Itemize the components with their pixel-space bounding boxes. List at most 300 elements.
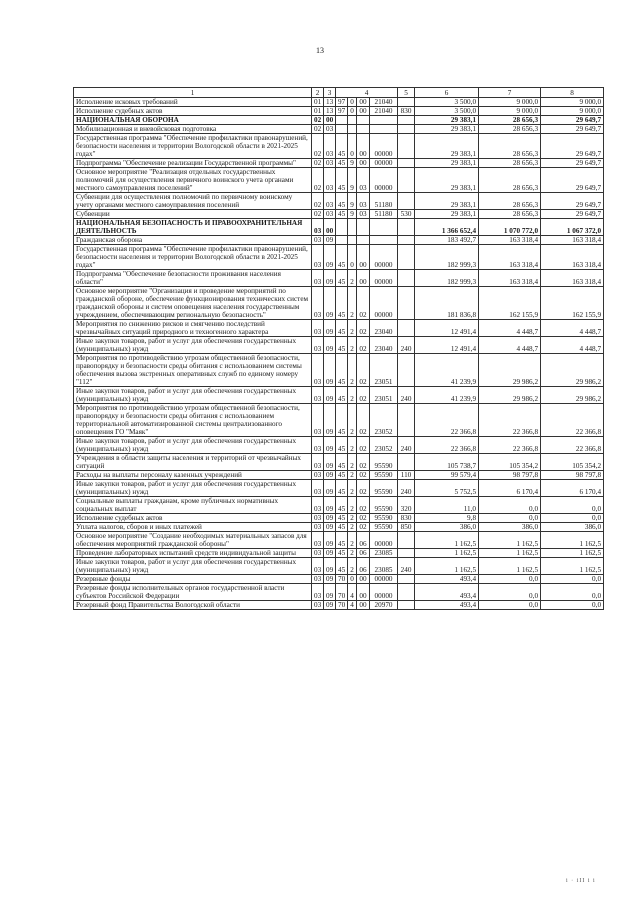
row-name-cell: Мобилизационная и вневойсковая подготовка bbox=[74, 125, 312, 134]
subsection-code-cell: 13 bbox=[324, 98, 336, 107]
expense-type-cell bbox=[398, 320, 415, 337]
activity-code-cell: 02 bbox=[357, 523, 370, 532]
table-row bbox=[74, 337, 604, 354]
subprogram-code-cell: 2 bbox=[348, 480, 357, 497]
section-code-cell: 02 bbox=[312, 210, 324, 219]
amount-year1-cell: 12 491,4 bbox=[415, 337, 479, 354]
activity-code-cell: 00 bbox=[357, 107, 370, 116]
amount-year1-cell: 386,0 bbox=[415, 523, 479, 532]
amount-year1-cell: 9,8 bbox=[415, 514, 479, 523]
table-row bbox=[74, 354, 604, 387]
activity-code-cell: 00 bbox=[357, 270, 370, 287]
amount-year1-cell: 493,4 bbox=[415, 584, 479, 601]
section-code-cell: 03 bbox=[312, 480, 324, 497]
amount-year3-cell: 6 170,4 bbox=[541, 480, 604, 497]
amount-year2-cell: 163 318,4 bbox=[479, 270, 541, 287]
section-code-cell: 03 bbox=[312, 337, 324, 354]
subprogram-code-cell bbox=[348, 116, 357, 125]
program-code-cell: 45 bbox=[336, 471, 348, 480]
subprogram-code-cell: 2 bbox=[348, 471, 357, 480]
expense-type-cell bbox=[398, 454, 415, 471]
subsection-code-cell: 03 bbox=[324, 125, 336, 134]
row-name-cell: НАЦИОНАЛЬНАЯ ОБОРОНА bbox=[74, 116, 312, 125]
subprogram-code-cell: 2 bbox=[348, 354, 357, 387]
program-code-cell: 97 bbox=[336, 98, 348, 107]
amount-year2-cell: 28 656,3 bbox=[479, 159, 541, 168]
table-row bbox=[74, 471, 604, 480]
row-name-cell: Исполнение судебных актов bbox=[74, 107, 312, 116]
program-code-cell: 45 bbox=[336, 387, 348, 404]
direction-code-cell: 00000 bbox=[370, 584, 398, 601]
program-code-cell: 45 bbox=[336, 454, 348, 471]
subsection-code-cell: 09 bbox=[324, 601, 336, 610]
expense-type-cell: 240 bbox=[398, 558, 415, 575]
table-row bbox=[74, 193, 604, 210]
program-code-cell: 70 bbox=[336, 584, 348, 601]
activity-code-cell bbox=[357, 125, 370, 134]
expense-type-cell: 830 bbox=[398, 514, 415, 523]
amount-year3-cell: 9 000,0 bbox=[541, 107, 604, 116]
amount-year2-cell: 0,0 bbox=[479, 601, 541, 610]
amount-year3-cell: 0,0 bbox=[541, 497, 604, 514]
subsection-code-cell: 09 bbox=[324, 471, 336, 480]
program-code-cell: 45 bbox=[336, 159, 348, 168]
table-row bbox=[74, 480, 604, 497]
amount-year2-cell: 105 354,2 bbox=[479, 454, 541, 471]
program-code-cell: 45 bbox=[336, 480, 348, 497]
row-name-cell: Мероприятия по противодействию угрозам общественной безопасности, правопорядку и безопасности среды обитания с использованием системы обеспечения вызова экстренных оперативных служб по единому номеру "112" bbox=[74, 354, 312, 387]
subprogram-code-cell: 2 bbox=[348, 532, 357, 549]
row-name-cell: Иные закупки товаров, работ и услуг для обеспечения государственных (муниципальных) нужд bbox=[74, 387, 312, 404]
subsection-code-cell: 09 bbox=[324, 287, 336, 320]
subsection-code-cell: 09 bbox=[324, 575, 336, 584]
amount-year1-cell: 22 366,8 bbox=[415, 404, 479, 437]
program-code-cell: 45 bbox=[336, 245, 348, 270]
amount-year3-cell: 29 649,7 bbox=[541, 168, 604, 193]
subsection-code-cell: 03 bbox=[324, 210, 336, 219]
table-row bbox=[74, 387, 604, 404]
table-row bbox=[74, 159, 604, 168]
column-header: 4 bbox=[336, 88, 398, 98]
section-code-cell: 03 bbox=[312, 245, 324, 270]
activity-code-cell bbox=[357, 219, 370, 236]
row-name-cell: Иные закупки товаров, работ и услуг для обеспечения государственных (муниципальных) нужд bbox=[74, 337, 312, 354]
row-name-cell: Иные закупки товаров, работ и услуг для обеспечения государственных (муниципальных) нужд bbox=[74, 558, 312, 575]
subsection-code-cell: 09 bbox=[324, 404, 336, 437]
subprogram-code-cell: 9 bbox=[348, 159, 357, 168]
row-name-cell: Основное мероприятие "Создание необходимых материальных запасов для обеспечения мероприятий гражданской обороны" bbox=[74, 532, 312, 549]
amount-year1-cell: 41 239,9 bbox=[415, 354, 479, 387]
direction-code-cell: 23040 bbox=[370, 337, 398, 354]
row-name-cell: Мероприятия по противодействию угрозам общественной безопасности, правопорядку и безопасности среды обитания с использованием территориальной автоматизированной системы централизованного оповещения ГО "Маяк" bbox=[74, 404, 312, 437]
section-code-cell: 03 bbox=[312, 236, 324, 245]
amount-year2-cell: 22 366,8 bbox=[479, 404, 541, 437]
subprogram-code-cell: 0 bbox=[348, 245, 357, 270]
section-code-cell: 03 bbox=[312, 532, 324, 549]
subsection-code-cell: 09 bbox=[324, 558, 336, 575]
amount-year2-cell: 386,0 bbox=[479, 523, 541, 532]
activity-code-cell: 00 bbox=[357, 134, 370, 159]
column-number-row bbox=[74, 88, 604, 98]
column-header: 3 bbox=[324, 88, 336, 98]
subsection-code-cell: 09 bbox=[324, 337, 336, 354]
section-code-cell: 03 bbox=[312, 387, 324, 404]
table-row bbox=[74, 107, 604, 116]
page-number: 13 bbox=[316, 46, 324, 55]
amount-year3-cell: 29 649,7 bbox=[541, 210, 604, 219]
expense-type-cell bbox=[398, 116, 415, 125]
direction-code-cell: 00000 bbox=[370, 575, 398, 584]
section-code-cell: 03 bbox=[312, 584, 324, 601]
subprogram-code-cell: 2 bbox=[348, 270, 357, 287]
activity-code-cell: 02 bbox=[357, 497, 370, 514]
activity-code-cell: 00 bbox=[357, 98, 370, 107]
amount-year2-cell: 22 366,8 bbox=[479, 437, 541, 454]
direction-code-cell bbox=[370, 219, 398, 236]
row-name-cell: Государственная программа "Обеспечение профилактики правонарушений, безопасности населения и территории Вологодской области в 2021-2025 годах" bbox=[74, 245, 312, 270]
row-name-cell: Резервные фонды исполнительных органов государственной власти субъектов Российской Федерации bbox=[74, 584, 312, 601]
section-code-cell: 03 bbox=[312, 601, 324, 610]
section-code-cell: 02 bbox=[312, 125, 324, 134]
amount-year1-cell: 493,4 bbox=[415, 575, 479, 584]
activity-code-cell: 02 bbox=[357, 287, 370, 320]
table-row bbox=[74, 320, 604, 337]
expense-type-cell bbox=[398, 168, 415, 193]
expense-type-cell: 240 bbox=[398, 437, 415, 454]
activity-code-cell bbox=[357, 116, 370, 125]
amount-year3-cell: 163 318,4 bbox=[541, 245, 604, 270]
amount-year3-cell: 98 797,8 bbox=[541, 471, 604, 480]
direction-code-cell: 23051 bbox=[370, 387, 398, 404]
amount-year3-cell: 29 649,7 bbox=[541, 193, 604, 210]
column-header: 8 bbox=[541, 88, 604, 98]
section-code-cell: 02 bbox=[312, 168, 324, 193]
section-code-cell: 03 bbox=[312, 471, 324, 480]
subprogram-code-cell: 2 bbox=[348, 454, 357, 471]
expense-type-cell bbox=[398, 193, 415, 210]
row-name-cell: Проведение лабораторных испытаний средств индивидуальной защиты bbox=[74, 549, 312, 558]
table-row bbox=[74, 601, 604, 610]
program-code-cell: 45 bbox=[336, 134, 348, 159]
expense-type-cell bbox=[398, 549, 415, 558]
subprogram-code-cell: 2 bbox=[348, 437, 357, 454]
table-row bbox=[74, 134, 604, 159]
budget-table bbox=[73, 87, 604, 610]
amount-year2-cell: 163 318,4 bbox=[479, 236, 541, 245]
amount-year3-cell: 105 354,2 bbox=[541, 454, 604, 471]
activity-code-cell: 00 bbox=[357, 601, 370, 610]
amount-year2-cell: 4 448,7 bbox=[479, 320, 541, 337]
section-code-cell: 01 bbox=[312, 98, 324, 107]
amount-year1-cell: 99 579,4 bbox=[415, 471, 479, 480]
amount-year2-cell: 1 162,5 bbox=[479, 549, 541, 558]
direction-code-cell: 95590 bbox=[370, 454, 398, 471]
row-name-cell: Основное мероприятие "Реализация отдельных государственных полномочий для осуществления первичного воинского учета органами местного самоуправления поселений" bbox=[74, 168, 312, 193]
activity-code-cell: 02 bbox=[357, 404, 370, 437]
amount-year2-cell: 98 797,8 bbox=[479, 471, 541, 480]
amount-year1-cell: 11,0 bbox=[415, 497, 479, 514]
expense-type-cell bbox=[398, 601, 415, 610]
direction-code-cell: 00000 bbox=[370, 270, 398, 287]
amount-year2-cell: 9 000,0 bbox=[479, 98, 541, 107]
column-header: 2 bbox=[312, 88, 324, 98]
activity-code-cell: 03 bbox=[357, 193, 370, 210]
activity-code-cell: 00 bbox=[357, 575, 370, 584]
amount-year2-cell: 1 162,5 bbox=[479, 558, 541, 575]
program-code-cell bbox=[336, 116, 348, 125]
amount-year3-cell: 1 162,5 bbox=[541, 532, 604, 549]
subsection-code-cell: 00 bbox=[324, 116, 336, 125]
subprogram-code-cell: 0 bbox=[348, 134, 357, 159]
table-row bbox=[74, 98, 604, 107]
direction-code-cell: 95590 bbox=[370, 471, 398, 480]
row-name-cell: Учреждения в области защиты населения и территорий от чрезвычайных ситуаций bbox=[74, 454, 312, 471]
subprogram-code-cell: 9 bbox=[348, 168, 357, 193]
expense-type-cell: 110 bbox=[398, 471, 415, 480]
table-row bbox=[74, 219, 604, 236]
expense-type-cell bbox=[398, 125, 415, 134]
subprogram-code-cell: 2 bbox=[348, 337, 357, 354]
direction-code-cell: 00000 bbox=[370, 245, 398, 270]
amount-year1-cell: 5 752,5 bbox=[415, 480, 479, 497]
subsection-code-cell: 09 bbox=[324, 497, 336, 514]
amount-year2-cell: 28 656,3 bbox=[479, 125, 541, 134]
subsection-code-cell: 09 bbox=[324, 354, 336, 387]
program-code-cell: 45 bbox=[336, 168, 348, 193]
table-row bbox=[74, 575, 604, 584]
amount-year1-cell: 29 383,1 bbox=[415, 159, 479, 168]
subprogram-code-cell: 0 bbox=[348, 107, 357, 116]
program-code-cell bbox=[336, 236, 348, 245]
column-header: 5 bbox=[398, 88, 415, 98]
row-name-cell: Расходы на выплаты персоналу казенных учреждений bbox=[74, 471, 312, 480]
amount-year1-cell: 12 491,4 bbox=[415, 320, 479, 337]
direction-code-cell: 95590 bbox=[370, 497, 398, 514]
subprogram-code-cell: 2 bbox=[348, 549, 357, 558]
section-code-cell: 02 bbox=[312, 159, 324, 168]
table-row bbox=[74, 549, 604, 558]
direction-code-cell: 00000 bbox=[370, 532, 398, 549]
amount-year1-cell: 105 738,7 bbox=[415, 454, 479, 471]
subsection-code-cell: 09 bbox=[324, 584, 336, 601]
section-code-cell: 02 bbox=[312, 116, 324, 125]
amount-year3-cell: 4 448,7 bbox=[541, 320, 604, 337]
table-row bbox=[74, 514, 604, 523]
section-code-cell: 03 bbox=[312, 320, 324, 337]
amount-year2-cell: 1 070 772,0 bbox=[479, 219, 541, 236]
amount-year3-cell: 163 318,4 bbox=[541, 270, 604, 287]
table-row bbox=[74, 454, 604, 471]
row-name-cell: Субвенции bbox=[74, 210, 312, 219]
amount-year2-cell: 6 170,4 bbox=[479, 480, 541, 497]
program-code-cell: 97 bbox=[336, 107, 348, 116]
amount-year3-cell: 29 986,2 bbox=[541, 387, 604, 404]
subsection-code-cell: 09 bbox=[324, 245, 336, 270]
table-row bbox=[74, 532, 604, 549]
column-header: 6 bbox=[415, 88, 479, 98]
direction-code-cell: 00000 bbox=[370, 159, 398, 168]
subsection-code-cell: 09 bbox=[324, 480, 336, 497]
amount-year2-cell: 28 656,3 bbox=[479, 193, 541, 210]
amount-year1-cell: 182 999,3 bbox=[415, 270, 479, 287]
row-name-cell: Уплата налогов, сборов и иных платежей bbox=[74, 523, 312, 532]
table-row bbox=[74, 558, 604, 575]
section-code-cell: 03 bbox=[312, 549, 324, 558]
subsection-code-cell: 09 bbox=[324, 532, 336, 549]
activity-code-cell: 02 bbox=[357, 337, 370, 354]
amount-year2-cell: 1 162,5 bbox=[479, 532, 541, 549]
column-header: 1 bbox=[74, 88, 312, 98]
row-name-cell: Исполнение исковых требований bbox=[74, 98, 312, 107]
row-name-cell: Гражданская оборона bbox=[74, 236, 312, 245]
expense-type-cell: 240 bbox=[398, 480, 415, 497]
subprogram-code-cell: 2 bbox=[348, 287, 357, 320]
table-row bbox=[74, 287, 604, 320]
program-code-cell: 70 bbox=[336, 601, 348, 610]
amount-year3-cell: 162 155,9 bbox=[541, 287, 604, 320]
amount-year3-cell: 9 000,0 bbox=[541, 98, 604, 107]
activity-code-cell: 03 bbox=[357, 168, 370, 193]
subprogram-code-cell bbox=[348, 219, 357, 236]
section-code-cell: 02 bbox=[312, 134, 324, 159]
column-header: 7 bbox=[479, 88, 541, 98]
subprogram-code-cell: 2 bbox=[348, 320, 357, 337]
subprogram-code-cell: 2 bbox=[348, 558, 357, 575]
expense-type-cell bbox=[398, 404, 415, 437]
amount-year2-cell: 29 986,2 bbox=[479, 387, 541, 404]
amount-year2-cell: 29 986,2 bbox=[479, 354, 541, 387]
amount-year2-cell: 0,0 bbox=[479, 575, 541, 584]
activity-code-cell bbox=[357, 236, 370, 245]
direction-code-cell: 23051 bbox=[370, 354, 398, 387]
section-code-cell: 03 bbox=[312, 287, 324, 320]
subsection-code-cell: 00 bbox=[324, 219, 336, 236]
section-code-cell: 03 bbox=[312, 219, 324, 236]
subsection-code-cell: 09 bbox=[324, 437, 336, 454]
amount-year1-cell: 29 383,1 bbox=[415, 116, 479, 125]
program-code-cell: 45 bbox=[336, 210, 348, 219]
amount-year3-cell: 0,0 bbox=[541, 514, 604, 523]
program-code-cell: 45 bbox=[336, 337, 348, 354]
section-code-cell: 03 bbox=[312, 404, 324, 437]
amount-year2-cell: 28 656,3 bbox=[479, 116, 541, 125]
program-code-cell bbox=[336, 219, 348, 236]
amount-year3-cell: 22 366,8 bbox=[541, 437, 604, 454]
direction-code-cell bbox=[370, 116, 398, 125]
expense-type-cell bbox=[398, 159, 415, 168]
activity-code-cell: 02 bbox=[357, 387, 370, 404]
amount-year1-cell: 3 500,0 bbox=[415, 107, 479, 116]
table-row bbox=[74, 404, 604, 437]
amount-year3-cell: 29 649,7 bbox=[541, 159, 604, 168]
program-code-cell: 70 bbox=[336, 575, 348, 584]
program-code-cell: 45 bbox=[336, 193, 348, 210]
table-row bbox=[74, 210, 604, 219]
activity-code-cell: 06 bbox=[357, 532, 370, 549]
subprogram-code-cell: 0 bbox=[348, 575, 357, 584]
amount-year1-cell: 182 999,3 bbox=[415, 245, 479, 270]
program-code-cell: 45 bbox=[336, 404, 348, 437]
section-code-cell: 01 bbox=[312, 107, 324, 116]
table-row bbox=[74, 125, 604, 134]
subsection-code-cell: 03 bbox=[324, 193, 336, 210]
row-name-cell: Государственная программа "Обеспечение профилактики правонарушений, безопасности населения и территории Вологодской области в 2021-2025 годах" bbox=[74, 134, 312, 159]
direction-code-cell: 23085 bbox=[370, 558, 398, 575]
direction-code-cell: 95590 bbox=[370, 523, 398, 532]
amount-year1-cell: 183 492,7 bbox=[415, 236, 479, 245]
section-code-cell: 03 bbox=[312, 437, 324, 454]
subsection-code-cell: 09 bbox=[324, 523, 336, 532]
section-code-cell: 03 bbox=[312, 514, 324, 523]
amount-year1-cell: 1 162,5 bbox=[415, 558, 479, 575]
subsection-code-cell: 09 bbox=[324, 387, 336, 404]
amount-year1-cell: 1 366 652,4 bbox=[415, 219, 479, 236]
expense-type-cell: 830 bbox=[398, 107, 415, 116]
table-row bbox=[74, 116, 604, 125]
activity-code-cell: 03 bbox=[357, 210, 370, 219]
row-name-cell: Подпрограмма "Обеспечение безопасности проживания населения области" bbox=[74, 270, 312, 287]
program-code-cell: 45 bbox=[336, 549, 348, 558]
expense-type-cell bbox=[398, 236, 415, 245]
amount-year2-cell: 4 448,7 bbox=[479, 337, 541, 354]
section-code-cell: 03 bbox=[312, 454, 324, 471]
row-name-cell: Основное мероприятие "Организация и проведение мероприятий по гражданской обороне, обеспечение функционирования технических систем гражданской обороны и систем оповещения населения государственным учреждением, обеспечивающим региональную безопасность" bbox=[74, 287, 312, 320]
subprogram-code-cell: 9 bbox=[348, 193, 357, 210]
row-name-cell: Подпрограмма "Обеспечение реализации Государственной программы" bbox=[74, 159, 312, 168]
direction-code-cell: 21040 bbox=[370, 98, 398, 107]
table-row bbox=[74, 497, 604, 514]
program-code-cell: 45 bbox=[336, 532, 348, 549]
direction-code-cell: 51180 bbox=[370, 193, 398, 210]
expense-type-cell: 530 bbox=[398, 210, 415, 219]
activity-code-cell: 06 bbox=[357, 558, 370, 575]
direction-code-cell: 95590 bbox=[370, 514, 398, 523]
amount-year1-cell: 29 383,1 bbox=[415, 168, 479, 193]
amount-year3-cell: 0,0 bbox=[541, 601, 604, 610]
amount-year3-cell: 29 986,2 bbox=[541, 354, 604, 387]
subsection-code-cell: 13 bbox=[324, 107, 336, 116]
amount-year3-cell: 22 366,8 bbox=[541, 404, 604, 437]
subprogram-code-cell: 2 bbox=[348, 514, 357, 523]
amount-year1-cell: 41 239,9 bbox=[415, 387, 479, 404]
direction-code-cell: 23040 bbox=[370, 320, 398, 337]
expense-type-cell bbox=[398, 584, 415, 601]
amount-year1-cell: 29 383,1 bbox=[415, 210, 479, 219]
amount-year1-cell: 29 383,1 bbox=[415, 125, 479, 134]
amount-year3-cell: 0,0 bbox=[541, 584, 604, 601]
direction-code-cell: 95590 bbox=[370, 480, 398, 497]
amount-year1-cell: 181 836,8 bbox=[415, 287, 479, 320]
program-code-cell: 45 bbox=[336, 558, 348, 575]
activity-code-cell: 02 bbox=[357, 354, 370, 387]
expense-type-cell bbox=[398, 287, 415, 320]
activity-code-cell: 06 bbox=[357, 549, 370, 558]
program-code-cell: 45 bbox=[336, 320, 348, 337]
amount-year1-cell: 1 162,5 bbox=[415, 532, 479, 549]
amount-year2-cell: 28 656,3 bbox=[479, 168, 541, 193]
table-row bbox=[74, 437, 604, 454]
amount-year3-cell: 29 649,7 bbox=[541, 134, 604, 159]
subprogram-code-cell: 4 bbox=[348, 601, 357, 610]
program-code-cell: 45 bbox=[336, 287, 348, 320]
budget-table-body bbox=[74, 98, 604, 610]
activity-code-cell: 02 bbox=[357, 437, 370, 454]
footer-mark: i · iII i i bbox=[566, 878, 596, 884]
amount-year3-cell: 163 318,4 bbox=[541, 236, 604, 245]
direction-code-cell: 20970 bbox=[370, 601, 398, 610]
row-name-cell: Резервный фонд Правительства Вологодской области bbox=[74, 601, 312, 610]
amount-year1-cell: 3 500,0 bbox=[415, 98, 479, 107]
